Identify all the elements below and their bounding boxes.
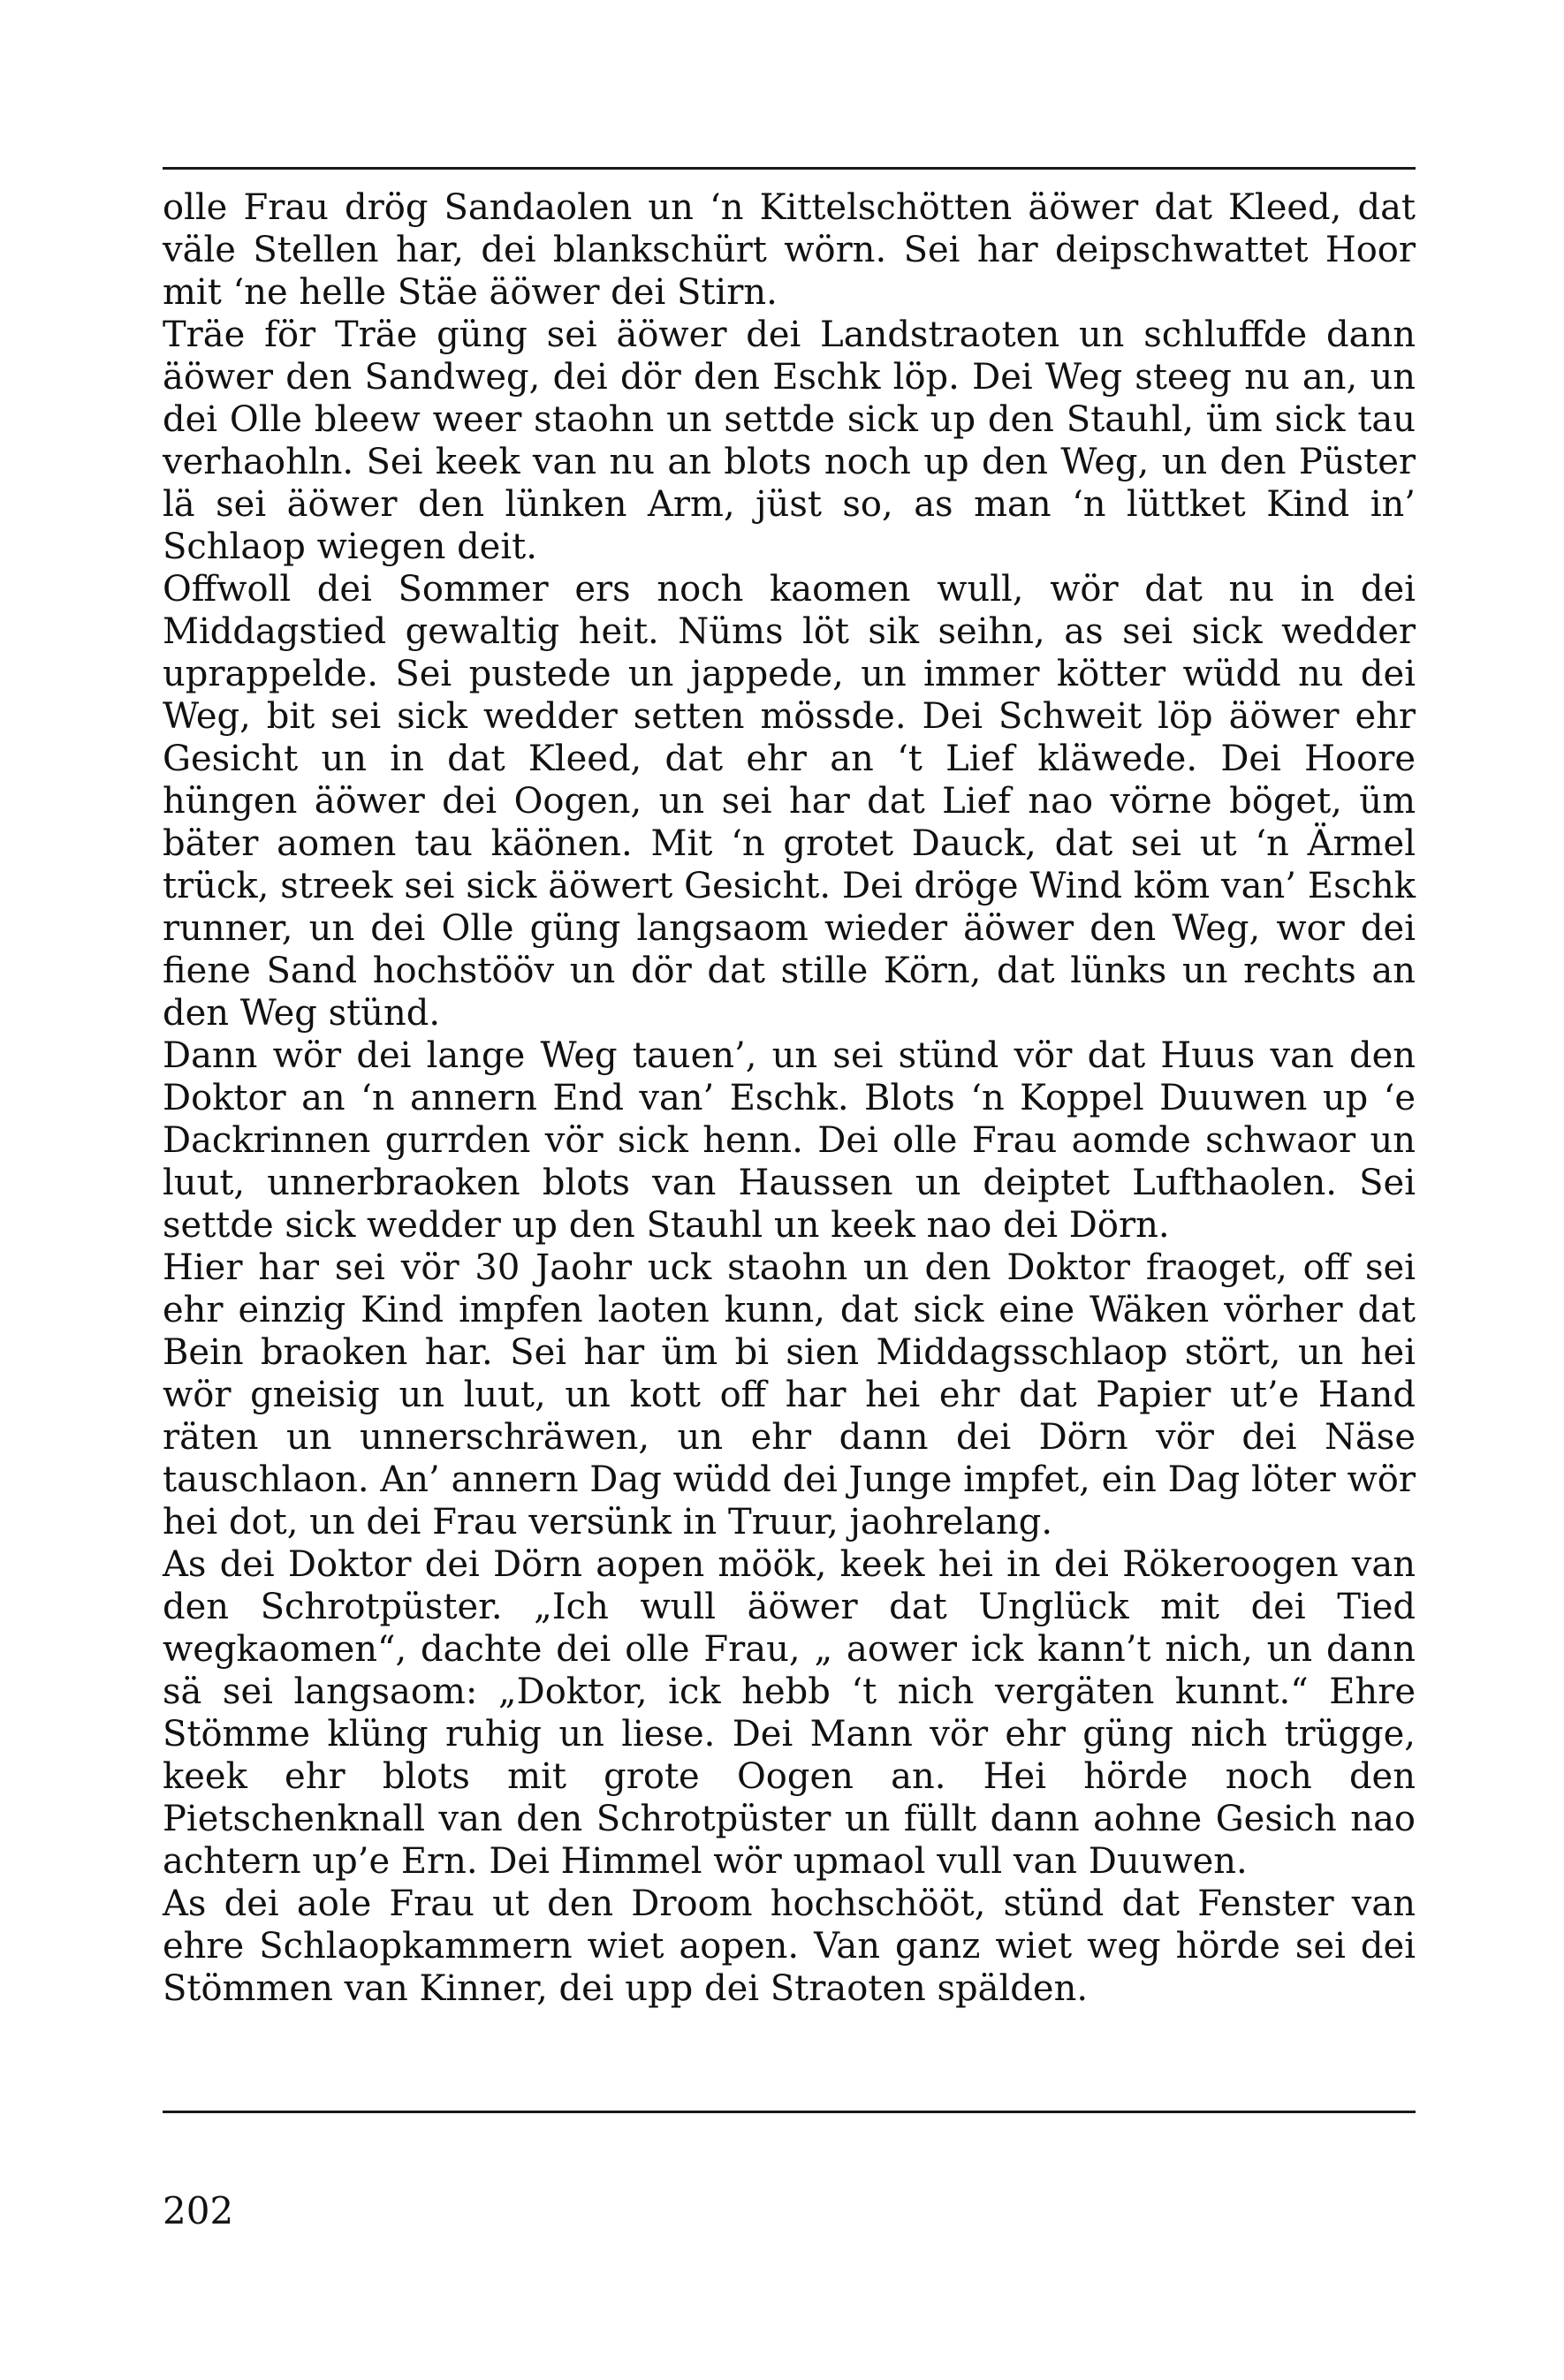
bottom-rule [163, 2111, 1416, 2113]
body-text [163, 186, 1416, 2010]
paragraph: Träe för Träe güng sei äöwer dei Landstraoten un schluffde dann äöwer den Sandweg, dei dör den Eschk löp. Dei Weg steeg nu an, un dei Olle bleew weer staohn un settde sick up den Stauhl, üm sick tau verhaohln. Sei keek van nu an blots noch up den Weg, un den Püster lä sei äöwer den lünken Arm, jüst so, as man ‘n lüttket Kind in’ Schlaop wiegen deit. [163, 315, 1416, 567]
paragraph: Offwoll dei Sommer ers noch kaomen wull, wör dat nu in dei Middagstied gewaltig heit. Nüms löt sik seihn, as sei sick wedder uprappelde. Sei pustede un jappede, un immer kötter wüdd nu dei Weg, bit sei sick wedder setten mössde. Dei Schweit löp äöwer ehr Gesicht un in dat Kleed, dat ehr an ‘t Lief kläwede. Dei Hoore hüngen äöwer dei Oogen, un sei har dat Lief nao vörne böget, üm bäter aomen tau käönen. Mit ‘n grotet Dauck, dat sei ut ‘n Ärmel trück, streek sei sick äöwert Gesicht. Dei dröge Wind köm van’ Eschk runner, un dei Olle güng langsaom wieder äöwer den Weg, wor dei fiene Sand hochstööv un dör dat stille Körn, dat lünks un rechts an den Weg stünd. [163, 569, 1416, 1034]
paragraph: Dann wör dei lange Weg tauen’, un sei stünd vör dat Huus van den Doktor an ‘n annern End van’ Eschk. Blots ‘n Koppel Duuwen up ‘e Dackrinnen gurrden vör sick henn. Dei olle Frau aomde schwaor un luut, unnerbraoken blots van Haussen un deiptet Lufthaolen. Sei settde sick wedder up den Stauhl un keek nao dei Dörn. [163, 1035, 1416, 1246]
page-number: 202 [163, 2189, 234, 2232]
paragraph: Hier har sei vör 30 Jaohr uck staohn un den Doktor fraoget, off sei ehr einzig Kind impfen laoten kunn, dat sick eine Wäken vörher dat Bein braoken har. Sei har üm bi sien Middagsschlaop stört, un hei wör gneisig un luut, un kott off har hei ehr dat Papier ut’e Hand räten un unnerschräwen, un ehr dann dei Dörn vör dei Näse tauschlaon. An’ annern Dag wüdd dei Junge impfet, ein Dag löter wör hei dot, un dei Frau versünk in Truur, jaohrelang. [163, 1247, 1416, 1542]
paragraph: As dei Doktor dei Dörn aopen möök, keek hei in dei Rökeroogen van den Schrotpüster. „Ich wull äöwer dat Unglück mit dei Tied wegkaomen“, dachte dei olle Frau, „ aower ick kann’t nich, un dann sä sei langsaom: „Doktor, ick hebb ‘t nich vergäten kunnt.“ Ehre Stömme klüng ruhig un liese. Dei Mann vör ehr güng nich trügge, keek ehr blots mit grote Oogen an. Hei hörde noch den Pietschenknall van den Schrotpüster un füllt dann aohne Gesich nao achtern up’e Ern. Dei Himmel wör upmaol vull van Duuwen. [163, 1544, 1416, 1882]
paragraph: As dei aole Frau ut den Droom hochschööt, stünd dat Fenster van ehre Schlaopkammern wiet aopen. Van ganz wiet weg hörde sei dei Stömmen van Kinner, dei upp dei Straoten spälden. [163, 1884, 1416, 2009]
top-rule [163, 167, 1416, 170]
paragraph: olle Frau drög Sandaolen un ‘n Kittelschötten äöwer dat Kleed, dat väle Stellen har, dei blankschürt wörn. Sei har deipschwattet Hoor mit ‘ne helle Stäe äöwer dei Stirn. [163, 187, 1416, 313]
